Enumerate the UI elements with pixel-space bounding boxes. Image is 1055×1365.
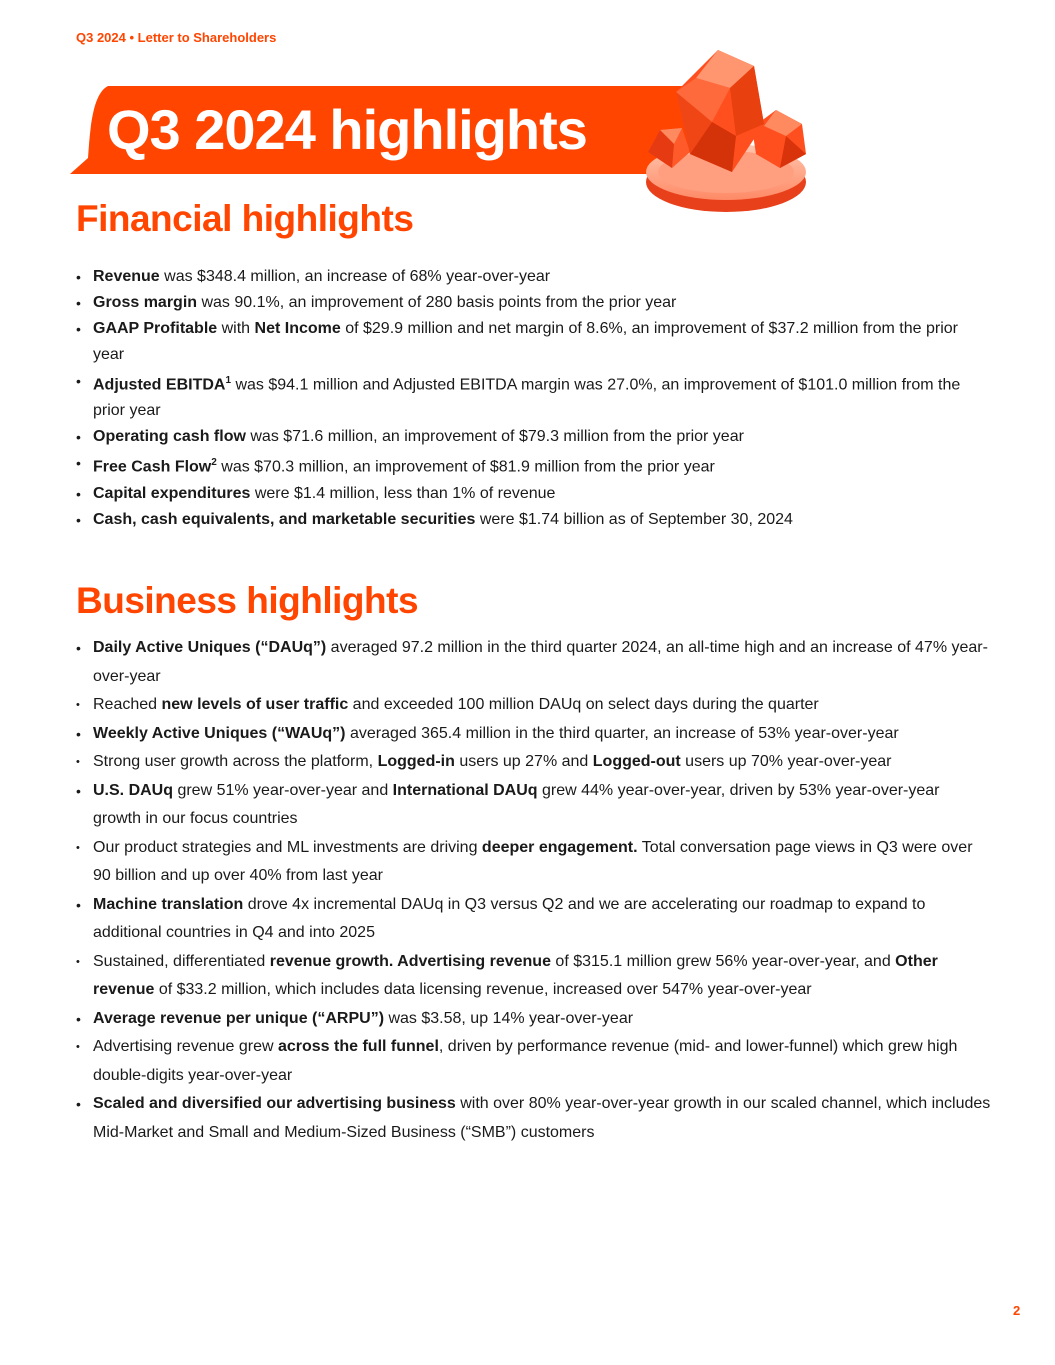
item-text: drove 4x incremental DAUq in Q3 versus Q2 and we are accelerating our roadmap to expand to additional countries in Q4 and into 2025: [93, 895, 926, 941]
item-bold-label: Logged-in: [377, 753, 455, 770]
bullet-icon: •: [76, 455, 81, 472]
item-text: of $29.9 million and net margin of 8.6%, an improvement of $37.2 million from the prior year: [93, 320, 958, 363]
list-item: [76, 368, 991, 424]
bullet-icon: •: [76, 640, 81, 656]
footnote-marker: 1: [225, 375, 232, 386]
bullet-icon: •: [76, 511, 81, 528]
list-item: [76, 290, 991, 316]
document-eyebrow: Q3 2024 • Letter to Shareholders: [76, 30, 277, 45]
item-bold-label: Machine translation: [93, 895, 244, 913]
list-item: [76, 316, 991, 368]
item-text: of $33.2 million, which includes data licensing revenue, increased over 547% year-over-year: [154, 981, 812, 998]
list-item: [76, 777, 991, 834]
list-item: [76, 450, 991, 480]
item-text: were $1.4 million, less than 1% of revenue: [250, 484, 556, 502]
item-bold-label: Operating cash flow: [93, 428, 246, 446]
item-bold-label: Logged-out: [592, 753, 681, 770]
page-number: 2: [1013, 1303, 1021, 1318]
list-item: [76, 720, 991, 749]
item-text: users up 27% and: [454, 753, 593, 770]
bullet-icon: •: [76, 896, 81, 913]
list-item: [76, 834, 991, 891]
item-text: users up 70% year-over-year: [680, 753, 892, 770]
bullet-icon: •: [76, 841, 80, 854]
item-bold-label: across the full funnel: [277, 1038, 439, 1055]
item-text: Our product strategies and ML investments are driving: [93, 838, 482, 856]
item-text: were $1.74 billion as of September 30, 2024: [475, 510, 793, 528]
list-item: [76, 891, 991, 948]
item-text: Strong user growth across the platform,: [93, 753, 378, 770]
bullet-icon: •: [76, 782, 81, 799]
bullet-icon: •: [76, 1096, 81, 1112]
bullet-icon: •: [76, 373, 81, 389]
item-bold-label: Daily Active Uniques (“DAUq”): [93, 639, 327, 656]
item-text: Advertising revenue grew: [93, 1038, 278, 1055]
bullet-icon: •: [76, 429, 81, 446]
list-item: [76, 1005, 991, 1034]
list-item: [76, 691, 991, 720]
crystal-illustration-icon: [636, 44, 816, 216]
bullet-icon: •: [76, 756, 80, 768]
item-text: and exceeded 100 million DAUq on select days during the quarter: [348, 696, 819, 713]
bullet-icon: •: [76, 955, 80, 968]
bullet-icon: •: [76, 295, 81, 311]
item-text: Reached: [93, 696, 162, 713]
item-text: Sustained, differentiated: [93, 952, 270, 970]
bullet-icon: •: [76, 485, 81, 502]
item-text: was $3.58, up 14% year-over-year: [384, 1009, 634, 1027]
list-item: [76, 948, 991, 1005]
list-item: [76, 634, 991, 691]
item-text: averaged 97.2 million in the third quarter 2024, an all-time high and an increase of 47% year-over-year: [93, 639, 988, 685]
item-text: with: [217, 320, 255, 337]
item-bold-label: Capital expenditures: [93, 484, 251, 502]
item-bold-label: new levels of user traffic: [161, 696, 349, 713]
business-highlights-heading: Business highlights: [76, 580, 419, 621]
item-bold-label: Free Cash Flow: [93, 458, 212, 476]
footnote-marker: 2: [211, 457, 217, 469]
item-bold-label: GAAP Profitable: [93, 320, 218, 337]
item-bold-label: U.S. DAUq: [93, 781, 173, 799]
item-text: was $70.3 million, an improvement of $81.9 million from the prior year: [216, 458, 715, 476]
list-item: [76, 481, 991, 507]
list-item: [76, 1090, 991, 1147]
list-item: [76, 424, 991, 450]
item-bold-label: Average revenue per unique (“ARPU”): [93, 1009, 385, 1027]
item-bold-label: Cash, cash equivalents, and marketable securities: [93, 510, 476, 528]
financial-highlights-list: [76, 264, 991, 533]
bullet-icon: •: [76, 699, 80, 711]
list-item: [76, 748, 991, 777]
item-text: was $94.1 million and Adjusted EBITDA margin was 27.0%, an improvement of $101.0 million from the prior year: [93, 376, 961, 420]
highlights-banner: [70, 86, 700, 174]
item-text: was 90.1%, an improvement of 280 basis points from the prior year: [197, 294, 677, 311]
item-bold-label: Weekly Active Uniques (“WAUq”): [93, 724, 346, 742]
item-bold-label: Scaled and diversified our advertising business: [93, 1095, 456, 1112]
business-highlights-list: [76, 634, 991, 1147]
item-text: was $348.4 million, an increase of 68% year-over-year: [159, 268, 551, 285]
item-text: grew 51% year-over-year and: [173, 781, 393, 799]
item-text: , driven by performance revenue (mid- and lower-funnel) which grew high double-digits year-over-year: [93, 1038, 958, 1084]
item-bold-label: Gross margin: [93, 294, 198, 311]
bullet-icon: •: [76, 1041, 80, 1053]
page-title: Q3 2024 highlights: [107, 98, 587, 161]
item-bold-label: International DAUq: [392, 781, 538, 799]
item-text: of $315.1 million grew 56% year-over-year, and: [550, 952, 896, 970]
item-bold-label: revenue growth. Advertising revenue: [269, 952, 551, 970]
item-text: with over 80% year-over-year growth in our scaled channel, which includes Mid-Market and Small and Medium-Sized Business (“SMB”) customers: [93, 1095, 991, 1141]
list-item: [76, 1033, 991, 1090]
item-text: Total conversation page views in Q3 were over 90 billion and up over 40% from last year: [93, 838, 973, 884]
item-text: was $71.6 million, an improvement of $79.3 million from the prior year: [245, 428, 744, 446]
list-item: [76, 507, 991, 533]
item-bold-label: deeper engagement.: [481, 838, 638, 856]
item-bold-label: Adjusted EBITDA: [93, 376, 226, 394]
list-item: [76, 264, 991, 290]
bullet-icon: •: [76, 1010, 81, 1027]
item-text: grew 44% year-over-year, driven by 53% year-over-year growth in our focus countries: [93, 781, 940, 827]
item-text: averaged 365.4 million in the third quarter, an increase of 53% year-over-year: [345, 724, 899, 742]
financial-highlights-heading: Financial highlights: [76, 198, 414, 239]
item-bold-label: Revenue: [93, 268, 160, 285]
item-bold-label: Other revenue: [93, 952, 938, 998]
bullet-icon: •: [76, 269, 81, 285]
item-bold-label: Net Income: [254, 320, 341, 337]
bullet-icon: •: [76, 725, 81, 742]
bullet-icon: •: [76, 321, 81, 337]
